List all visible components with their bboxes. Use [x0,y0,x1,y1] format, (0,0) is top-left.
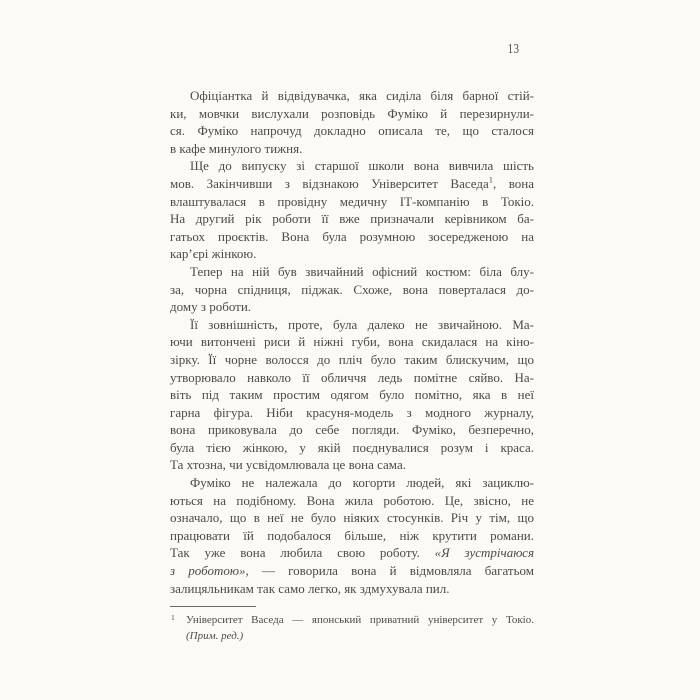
text-segment: гарна фігура. Ніби красуня-модель з модного журналу, [170,404,534,420]
text-segment: (Прим. ред.) [186,629,244,642]
text-segment: ються на подібному. Вона жила роботою. Це, звісно, не [170,492,534,508]
footnote-body [170,613,534,644]
text-line [170,157,534,175]
text-segment: ки, мовчки вислухали розповідь Фуміко й перезирнули- [170,105,534,121]
text-line [170,421,534,439]
text-segment: залицяльникам так само легко, як здмухувала пил. [170,580,450,596]
text-segment: віть під таким простим одягом було помітно, яка в неї [170,387,534,403]
text-line [170,210,534,228]
text-segment: Так уже вона любила свою роботу. [170,545,435,561]
text-segment: Університет Васеда — японський приватний університет у Токіо. [186,614,534,627]
text-line [186,613,534,629]
text-segment: за, чорна спідниця, піджак. Схоже, вона поверталася до- [170,281,534,297]
paragraph [170,316,534,474]
text-segment: дому з роботи. [170,299,252,315]
text-line [170,333,534,351]
text-segment: зірку. Її чорне волосся до пліч було таким блискучим, що [170,351,534,367]
text-segment: , вона [493,175,534,191]
paragraph [170,263,534,316]
text-segment: Ще до випуску зі старшої школи вона вивчила шість [190,158,534,174]
text-segment: , — говорила вона й відмовляла багатьом [245,563,534,579]
text-line [170,492,534,510]
text-segment: Її зовнішність, проте, була далеко не звичайною. Ма- [190,316,534,332]
footnote-text [186,613,534,644]
text-segment: Тепер на ній був звичайний офісний костюм: біла блу- [190,263,534,279]
text-line [170,456,534,474]
text-block [170,87,534,644]
text-line [186,629,534,645]
body-text [170,87,534,597]
text-line [170,122,534,140]
text-segment: в кафе минулого тижня. [170,140,303,156]
paragraph [170,157,534,263]
footnote-divider [170,606,256,607]
text-segment: вона приковувала до себе погляди. Фуміко, безперечно, [170,422,534,438]
text-line [170,193,534,211]
text-line [170,544,534,562]
text-line [170,175,534,193]
paragraph [170,474,534,597]
text-segment: кар’єрі жінкою. [170,246,257,262]
text-line [170,263,534,281]
text-line [170,386,534,404]
text-segment: ючи витончені риси й ніжні губи, вона скидалася на кіно- [170,334,534,350]
text-line [170,351,534,369]
text-line [170,316,534,334]
text-line [170,562,534,580]
text-line [170,298,534,316]
text-line [170,105,534,123]
text-segment: «Я зустрічаюся [434,545,534,561]
page-number: 13 [507,41,519,56]
text-segment: була тією жінкою, у якій поєднувалися розум і краса. [170,439,534,455]
text-line [170,245,534,263]
text-segment: означало, що в неї не було ніяких стосунків. Річ у тім, що [170,510,534,526]
text-segment: з роботою» [170,563,246,579]
text-segment: гатьох проєктів. Вона була розумною зосередженою на [170,228,534,244]
text-segment: утворювало навколо її обличчя ледь помітне сяйво. На- [170,369,534,385]
text-line [170,527,534,545]
footnote [170,606,534,644]
text-segment: ся. Фуміко напрочуд докладно описала те, що сталося [170,123,534,139]
text-line [170,580,534,598]
text-segment: Фуміко не належала до когорти людей, які зациклю- [190,475,534,491]
footnote-marker: 1 [171,613,175,623]
text-segment: На другий рік роботи її вже призначали керівником ба- [170,211,534,227]
text-line [170,281,534,299]
text-segment: влаштувалася в провідну медичну ІТ-компанію в Токіо. [170,193,534,209]
text-line [170,87,534,105]
text-line [170,439,534,457]
footnote-reference: 1 [488,174,493,185]
text-line [170,509,534,527]
text-segment: мов. Закінчивши з відзнакою Університет Васеда [170,175,489,191]
text-line [170,228,534,246]
paragraph [170,87,534,157]
text-segment: Та хтозна, чи усвідомлювала це вона сама. [170,457,406,473]
text-segment: Офіціантка й відвідувачка, яка сиділа біля барної стій- [190,88,534,103]
text-line [170,140,534,158]
text-line [170,474,534,492]
text-line [170,369,534,387]
text-segment: працювати їй подобалося більше, ніж крутити романи. [170,527,534,543]
text-line [170,404,534,422]
